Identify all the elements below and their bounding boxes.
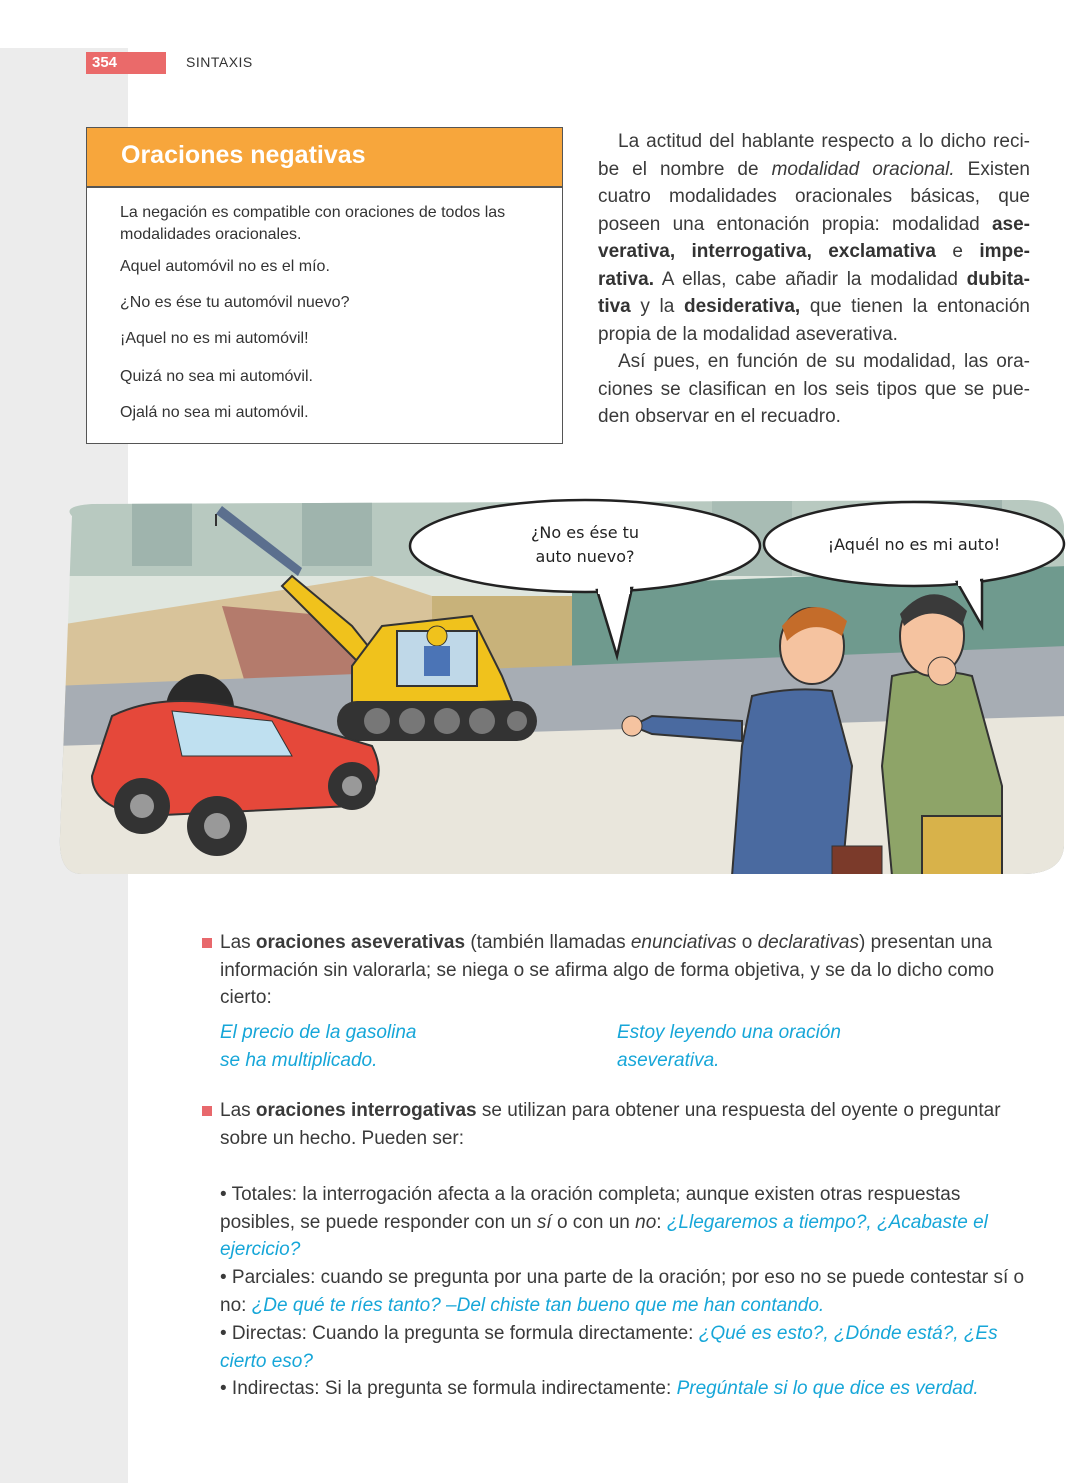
box-title: Oraciones negativas — [121, 141, 366, 169]
bullet-square — [202, 1106, 212, 1116]
box-example: Ojalá no sea mi automóvil. — [120, 404, 309, 421]
bubble-left-line-2: auto nuevo? — [535, 547, 635, 566]
left-margin-top — [0, 0, 128, 48]
box-intro: La negación es compatible con oraciones de todos las modalidades oracionales. — [120, 204, 506, 243]
box-example: ¿No es ése tu automóvil nuevo? — [120, 294, 350, 311]
intro-column — [598, 128, 1030, 431]
interrogativa-type-parciales: • Parciales: cuando se pregunta por una parte de la oración; por eso no se puede contestar sí o no: ¿De qué te ríes tanto? –Del chiste tan bueno que me han contando. — [220, 1267, 1025, 1316]
box-example: Aquel automóvil no es el mío. — [120, 258, 330, 275]
page-number: 354 — [86, 52, 166, 74]
bubble-left-line-1: ¿No es ése tu — [530, 523, 640, 542]
bullet-square — [202, 938, 212, 948]
box-example: Quizá no sea mi automóvil. — [120, 368, 313, 385]
intro-paragraph-2: Así pues, en función de su modalidad, las oraciones se clasifican en los seis tipos que se pueden observar en el recuadro. — [598, 351, 1030, 427]
aseverativas-paragraph: Las oraciones aseverativas (también llamadas enunciativas o declarativas) presentan una información sin valorarla; se niega o se afirma algo de forma objetiva, y se da lo dicho como cierto: — [220, 932, 995, 1008]
intro-paragraph-1: La actitud del hablante respecto a lo dicho recibe el nombre de modalidad oracional. Existen cuatro modalidades oracionales básicas, que poseen una entonación propia: modalidad aseverativa, interrogativa, exclamativa e imperativa. A ellas, cabe añadir la modalidad dubitativa y la desiderativa, que tienen la entonación propia de la modalidad aseverativa. — [598, 131, 1031, 345]
aseverativa-example-1: El precio de la gasolina se ha multiplicado. — [220, 1022, 417, 1071]
interrogativas-paragraph: Las oraciones interrogativas se utilizan para obtener una respuesta del oyente o preguntar sobre un hecho. Pueden ser: — [220, 1100, 1001, 1149]
interrogativa-type-totales: • Totales: la interrogación afecta a la oración completa; aunque existen otras respuestas posibles, se puede responder con un sí o con un no: ¿Llegaremos a tiempo?, ¿Acabaste el ejercicio? — [220, 1184, 988, 1260]
interrogativa-type-indirectas: • Indirectas: Si la pregunta se formula indirectamente: Pregúntale si lo que dice es verdad. — [220, 1378, 979, 1399]
box-example: ¡Aquel no es mi automóvil! — [120, 330, 309, 347]
negative-sentences-box — [86, 127, 563, 444]
bubble-right-text: ¡Aquél no es mi auto! — [827, 535, 1001, 554]
speech-bubble-left — [410, 500, 760, 592]
box-divider — [87, 186, 562, 188]
cartoon-illustration — [52, 486, 1068, 876]
aseverativa-example-2: Estoy leyendo una oración aseverativa. — [617, 1022, 841, 1071]
interrogativa-type-directas: • Directas: Cuando la pregunta se formula directamente: ¿Qué es esto?, ¿Dónde está?, ¿Es cierto eso? — [220, 1323, 998, 1372]
box-header — [87, 128, 562, 186]
section-title: SINTAXIS — [186, 54, 253, 70]
